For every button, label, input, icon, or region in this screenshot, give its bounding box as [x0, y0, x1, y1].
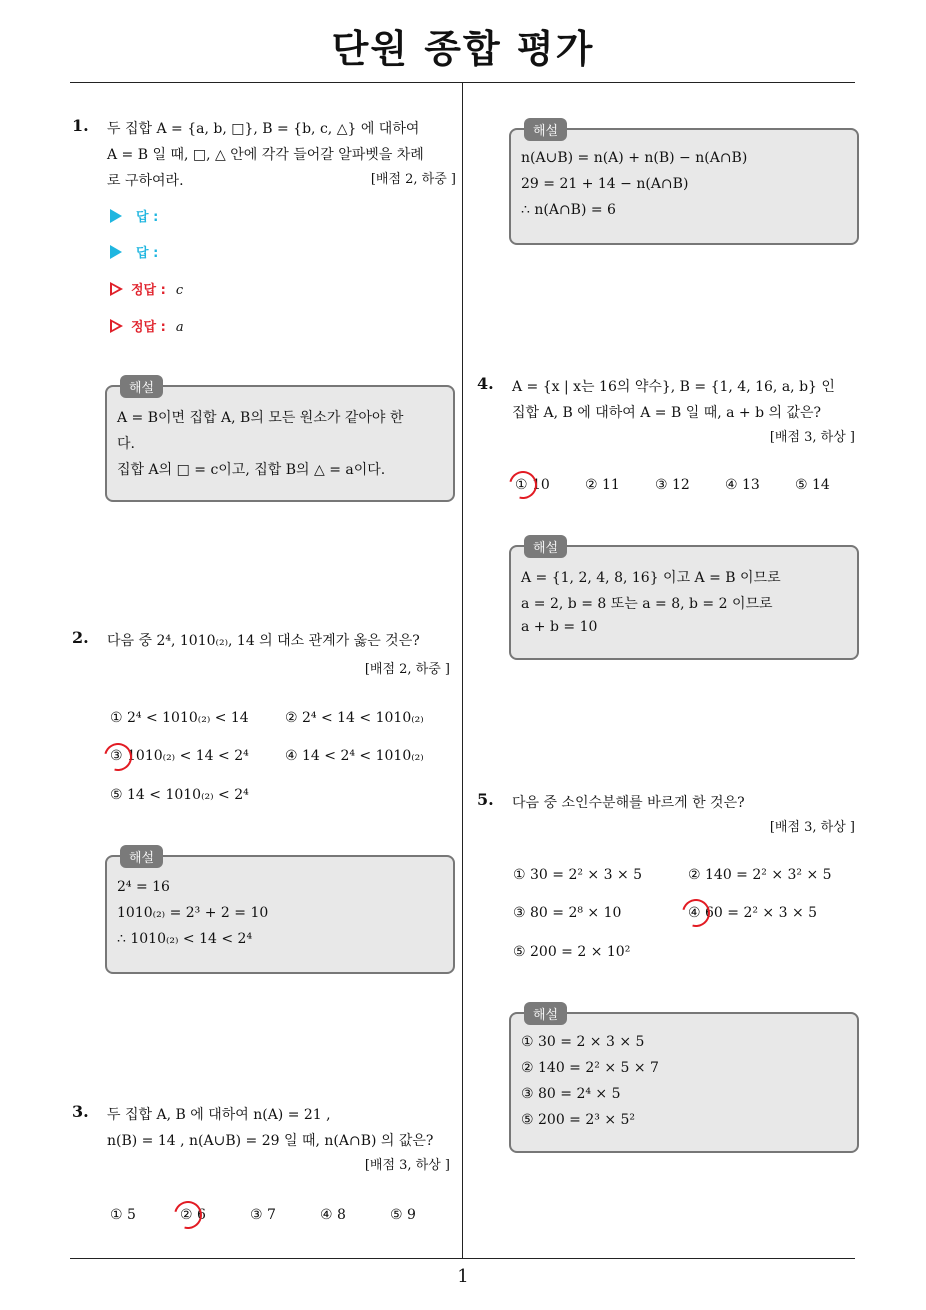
correct-answer: 정답 : a [110, 316, 184, 335]
option-4[interactable]: ④ 60 = 2² × 3 × 5 [688, 905, 818, 921]
play-icon [110, 245, 122, 259]
question-number: 2. [72, 628, 89, 647]
explanation-tag: 해설 [524, 535, 567, 558]
option-3[interactable]: ③ 7 [250, 1207, 276, 1223]
explanation-box: 해설 ① 30 = 2 × 3 × 5 ② 140 = 2² × 5 × 7 ③ 80 = 2⁴ × 5 ⑤ 200 = 2³ × 5² [509, 1012, 859, 1153]
play-icon [110, 209, 122, 223]
question-number: 5. [477, 790, 494, 809]
question-number: 3. [72, 1102, 89, 1121]
explanation-tag: 해설 [120, 375, 163, 398]
answer-line: 답 : [110, 242, 158, 261]
question-text: A = {x | x는 16의 약수}, B = {1, 4, 16, a, b} 인 [512, 379, 835, 395]
option-5[interactable]: ⑤ 200 = 2 × 10² [513, 944, 631, 960]
correct-answer: 정답 : c [110, 279, 183, 298]
explanation-box: 해설 A = {1, 2, 4, 8, 16} 이고 A = B 이므로 a = 2, b = 8 또는 a = 8, b = 2 이므로 a + b = 10 [509, 545, 859, 660]
option-3[interactable]: ③ 80 = 2⁸ × 10 [513, 905, 622, 921]
question-text: 다음 중 소인수분해를 바르게 한 것은? [512, 795, 745, 811]
column-divider [462, 83, 463, 1259]
option-1[interactable]: ① 10 [515, 477, 550, 493]
answer-line: 답 : [110, 206, 158, 225]
selected-mark-icon [169, 1196, 207, 1234]
option-4[interactable]: ④ 8 [320, 1207, 346, 1223]
option-1[interactable]: ① 2⁴ < 1010₍₂₎ < 14 [110, 710, 249, 726]
question-number: 1. [72, 116, 89, 135]
option-2[interactable]: ② 11 [585, 477, 620, 493]
option-5[interactable]: ⑤ 14 < 1010₍₂₎ < 2⁴ [110, 787, 249, 803]
explanation-tag: 해설 [524, 118, 567, 141]
option-1[interactable]: ① 5 [110, 1207, 136, 1223]
question-number: 4. [477, 374, 494, 393]
option-5[interactable]: ⑤ 14 [795, 477, 830, 493]
explanation-box: 해설 n(A∪B) = n(A) + n(B) − n(A∩B) 29 = 21 + 14 − n(A∩B) ∴ n(A∩B) = 6 [509, 128, 859, 245]
score-label: [배점 2, 하중 ] [370, 172, 456, 187]
option-5[interactable]: ⑤ 9 [390, 1207, 416, 1223]
page-title: 단원 종합 평가 [331, 27, 595, 71]
selected-mark-icon [677, 894, 715, 932]
option-4[interactable]: ④ 13 [725, 477, 760, 493]
explanation-tag: 해설 [524, 1002, 567, 1025]
score-label: [배점 3, 하상 ] [364, 1158, 450, 1173]
option-2[interactable]: ② 6 [180, 1207, 206, 1223]
option-3[interactable]: ③ 12 [655, 477, 690, 493]
score-label: [배점 2, 하중 ] [364, 662, 450, 677]
score-label: [배점 3, 하상 ] [769, 820, 855, 835]
selected-mark-icon [99, 738, 137, 776]
option-1[interactable]: ① 30 = 2² × 3 × 5 [513, 867, 643, 883]
question-text: A = B 일 때, □, △ 안에 각각 들어갈 알파벳을 차례 [107, 147, 424, 163]
score-label: [배점 3, 하상 ] [769, 430, 855, 445]
outline-triangle-icon [110, 282, 123, 296]
option-2[interactable]: ② 2⁴ < 14 < 1010₍₂₎ [285, 710, 424, 726]
question-text: 다음 중 2⁴, 1010₍₂₎, 14 의 대소 관계가 옳은 것은? [107, 633, 420, 649]
option-4[interactable]: ④ 14 < 2⁴ < 1010₍₂₎ [285, 748, 424, 764]
selected-mark-icon [504, 466, 542, 504]
explanation-box: 해설 2⁴ = 16 1010₍₂₎ = 2³ + 2 = 10 ∴ 1010₍₂₎ < 14 < 2⁴ [105, 855, 455, 974]
question-text: 두 집합 A, B 에 대하여 n(A) = 21 , [107, 1107, 331, 1123]
option-2[interactable]: ② 140 = 2² × 3² × 5 [688, 867, 832, 883]
explanation-box: 해설 A = B이면 집합 A, B의 모든 원소가 같아야 한 다. 집합 A의 □ = c이고, 집합 B의 △ = a이다. [105, 385, 455, 502]
question-text: 두 집합 A = {a, b, □}, B = {b, c, △} 에 대하여 [107, 121, 420, 137]
question-text: n(B) = 14 , n(A∪B) = 29 일 때, n(A∩B) 의 값은? [107, 1133, 434, 1149]
explanation-tag: 해설 [120, 845, 163, 868]
question-text: 로 구하여라. [107, 173, 184, 189]
bottom-rule [70, 1258, 855, 1259]
page-number: 1 [457, 1266, 469, 1287]
question-text: 집합 A, B 에 대하여 A = B 일 때, a + b 의 값은? [512, 405, 822, 421]
outline-triangle-icon [110, 319, 123, 333]
option-3[interactable]: ③ 1010₍₂₎ < 14 < 2⁴ [110, 748, 249, 764]
